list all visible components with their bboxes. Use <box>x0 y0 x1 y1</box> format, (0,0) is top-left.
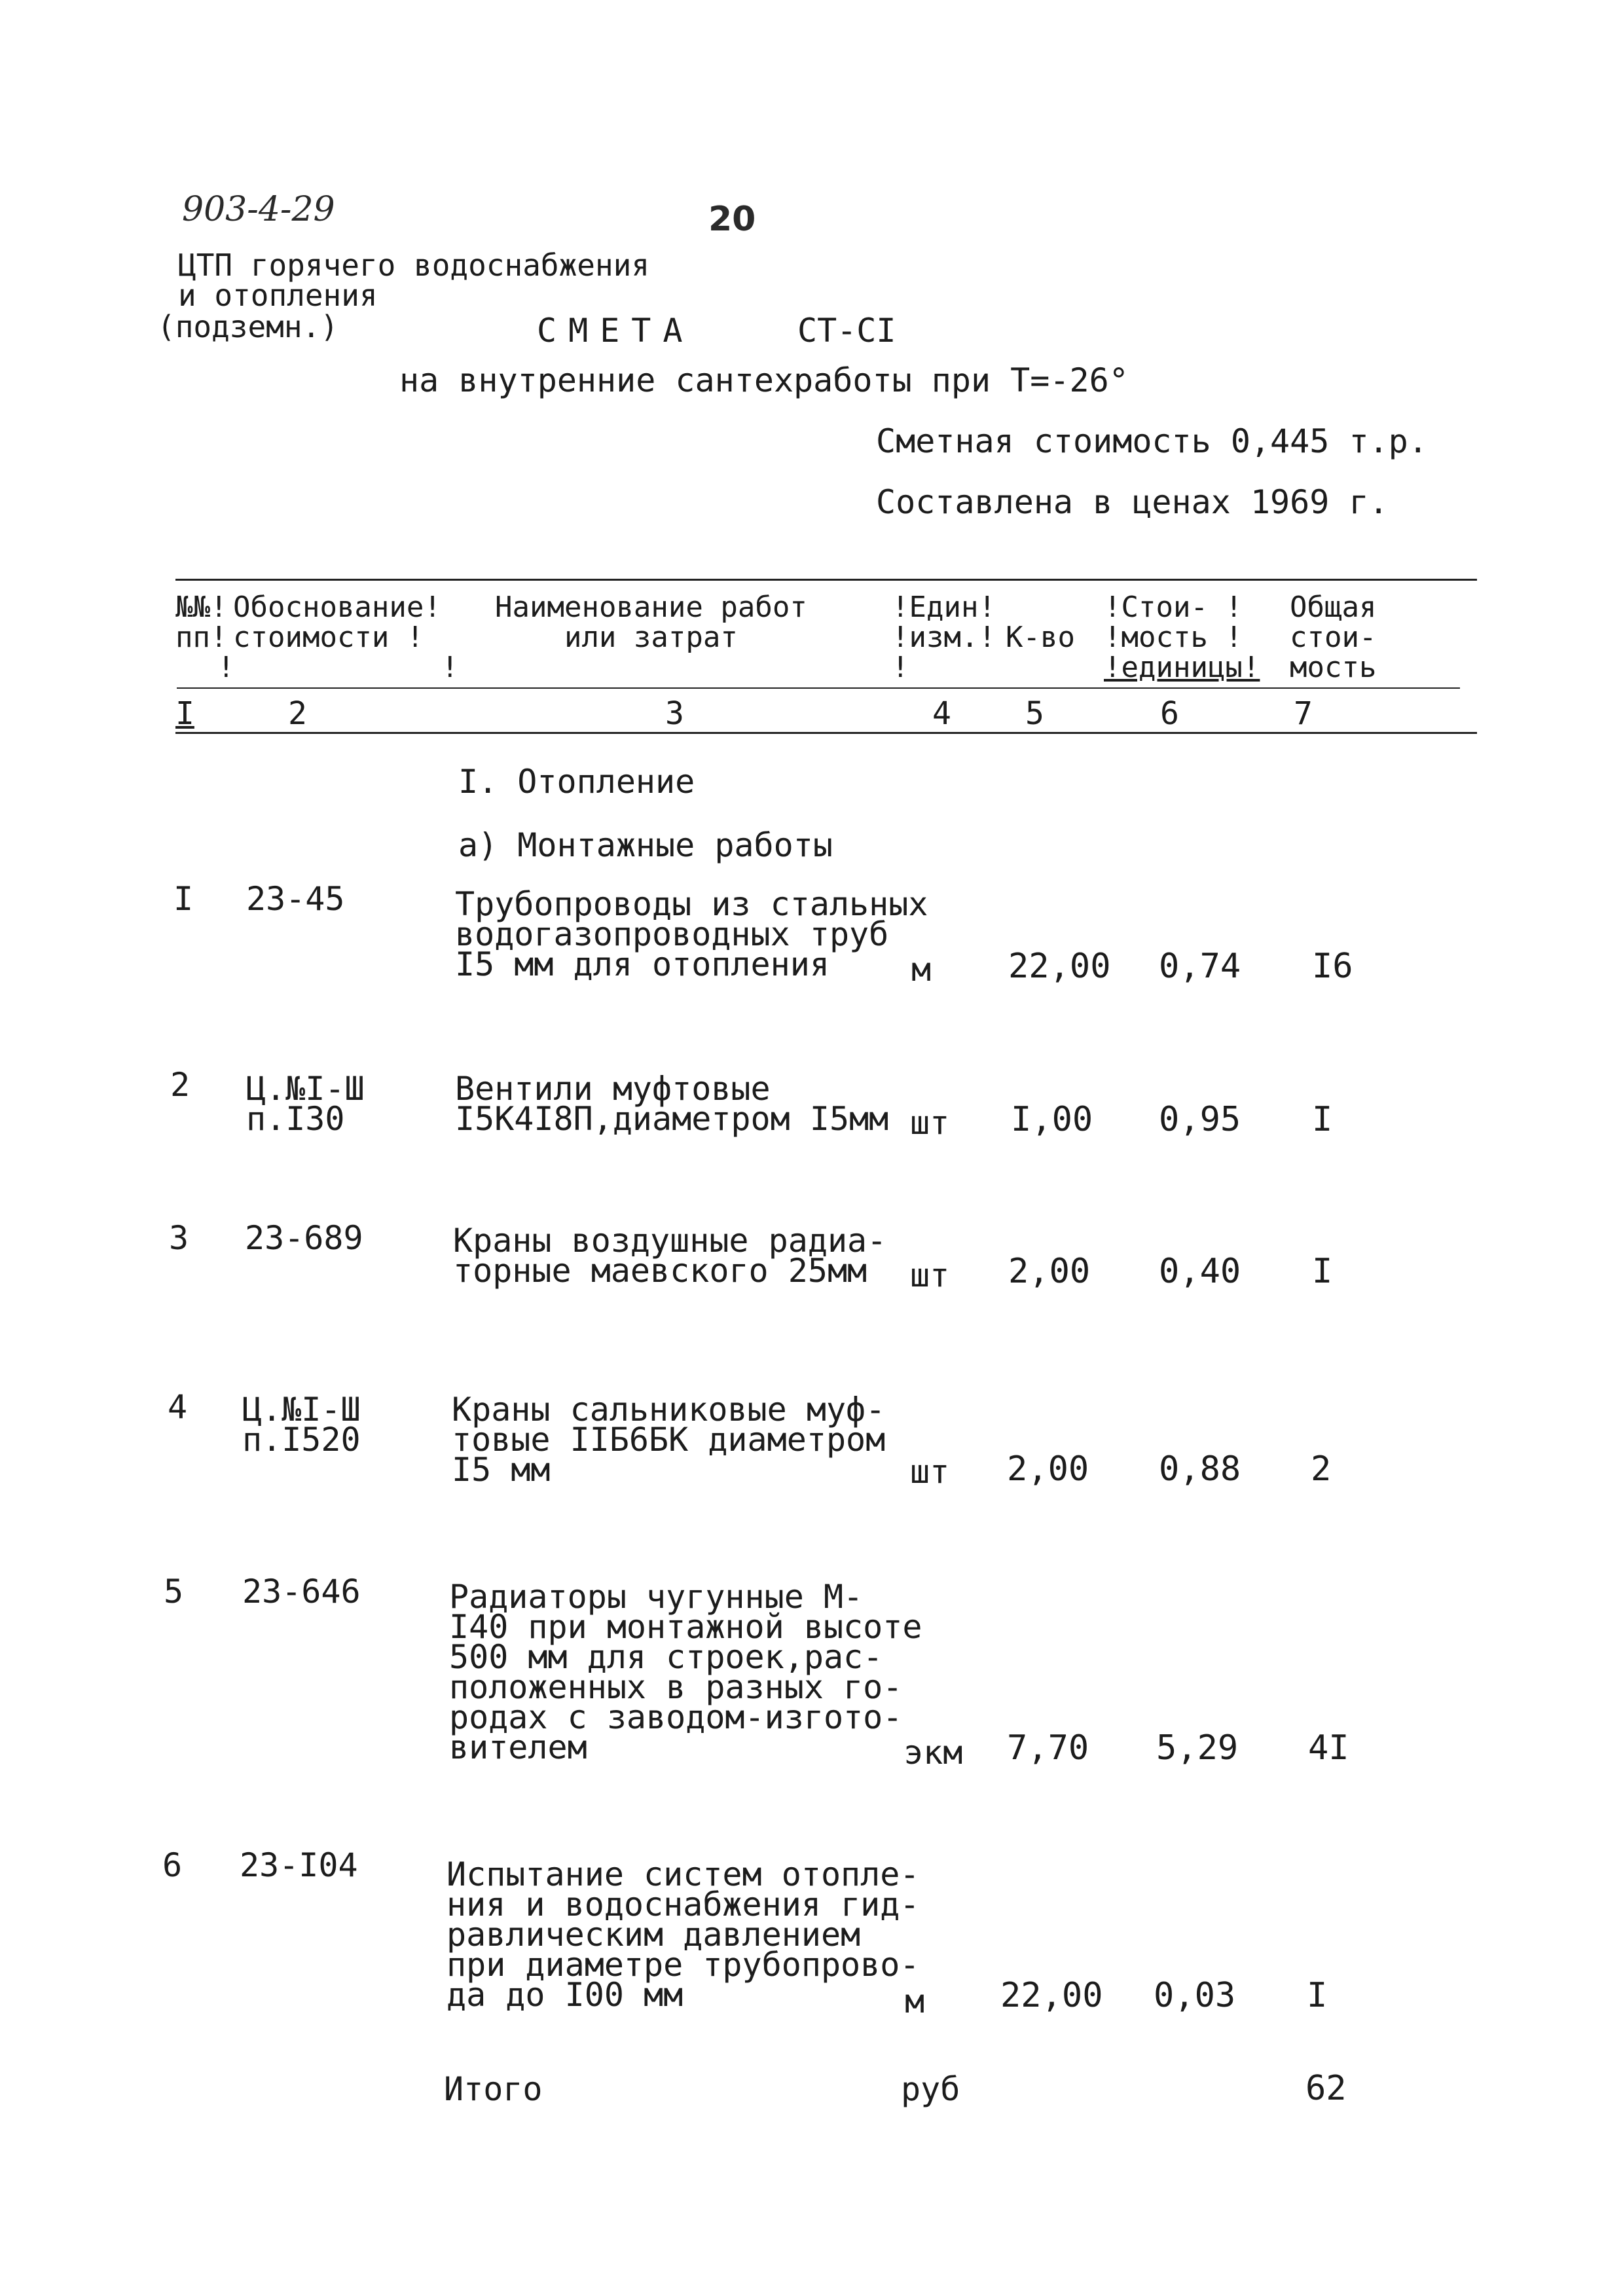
row-qty: I,00 <box>1011 1100 1093 1139</box>
row-unit: шт <box>910 1453 950 1491</box>
row-total: I <box>1312 1100 1333 1139</box>
column-number-5: 5 <box>1025 695 1044 732</box>
header-underline <box>177 687 1460 689</box>
estimate-code: СТ-СI <box>797 312 896 350</box>
table-top-rule <box>175 579 1477 581</box>
row-number: 2 <box>170 1066 191 1104</box>
row-unit-cost: 5,29 <box>1156 1728 1239 1768</box>
row-unit-cost: 0,95 <box>1159 1100 1241 1139</box>
column-number-6: 6 <box>1160 695 1179 732</box>
row-total: I <box>1312 1252 1333 1291</box>
row-name: Краны сальниковые муф- товые IIБ6БК диаметром I5 мм <box>452 1391 886 1489</box>
row-qty: 2,00 <box>1007 1449 1089 1489</box>
prices-year: Составлена в ценах 1969 г. <box>876 483 1389 521</box>
row-total: 4I <box>1308 1728 1349 1768</box>
row-qty: 22,00 <box>1000 1976 1103 2015</box>
header-col-3: Наименование работ или затрат <box>495 591 807 654</box>
page-number: 20 <box>708 200 756 239</box>
row-number: 3 <box>169 1219 189 1257</box>
row-total: 2 <box>1311 1449 1332 1489</box>
column-number-4: 4 <box>932 695 951 732</box>
estimate-cost: Сметная стоимость 0,445 т.р. <box>876 422 1428 460</box>
summary-total: 62 <box>1305 2069 1347 2108</box>
row-unit: шт <box>910 1256 950 1294</box>
section-heading: I. Отопление <box>458 763 695 801</box>
row-total: I <box>1307 1976 1328 2015</box>
row-unit: шт <box>910 1104 950 1142</box>
column-number-3: 3 <box>665 695 684 732</box>
row-qty: 7,70 <box>1007 1728 1089 1768</box>
row-unit-cost: 0,88 <box>1159 1449 1241 1489</box>
header-col-7: Общая стои- мость <box>1290 591 1377 684</box>
row-name: Краны воздушные радиа- торные маевского 25мм <box>453 1222 887 1290</box>
column-numbers-rule <box>175 732 1477 734</box>
row-total: I6 <box>1312 947 1353 986</box>
header-col-6: !Стои- ! !мость ! !единицы! <box>1104 591 1260 684</box>
header-col-4: !Един! !изм.! ! <box>892 591 996 684</box>
row-basis: 23-646 <box>242 1573 361 1611</box>
column-number-1: I <box>175 695 194 732</box>
row-unit: м <box>911 951 932 989</box>
row-basis: 23-I04 <box>240 1846 358 1884</box>
row-qty: 22,00 <box>1008 947 1111 986</box>
row-unit-cost: 0,74 <box>1159 947 1241 986</box>
estimate-subtitle: на внутренние сантехработы при Т=-26° <box>399 361 1129 399</box>
row-number: I <box>173 880 194 918</box>
estimate-title: СМЕТА <box>537 312 695 350</box>
row-name: Вентили муфтовые I5К4I8П,диаметром I5мм <box>455 1070 889 1138</box>
handwritten-doc-code: 903-4-29 <box>182 190 335 229</box>
row-name: Трубопроводы из стальных водогазопроводных труб I5 мм для отопления <box>455 885 928 983</box>
row-number: 5 <box>164 1573 184 1611</box>
row-unit: экм <box>903 1734 963 1772</box>
row-name: Испытание систем отопле- ния и водоснабжения гид- равлическим давлением при диаметре трубопрово- да до I00 мм <box>447 1855 920 2014</box>
header-col-5: К-во <box>1006 621 1075 654</box>
column-number-2: 2 <box>288 695 307 732</box>
object-line-3: (подземн.) <box>157 309 338 344</box>
row-unit-cost: 0,40 <box>1159 1252 1241 1291</box>
object-line-1: ЦТП горячего водоснабжения <box>178 247 650 283</box>
row-number: 6 <box>162 1846 183 1884</box>
row-unit: м <box>905 1982 925 2020</box>
row-name: Радиаторы чугунные М- I40 при монтажной высоте 500 мм для строек,рас- положенных в разных го- родах с заводом-изгото- вителем <box>449 1578 922 1766</box>
header-col-2: Обоснование! стоимости ! ! <box>233 591 459 684</box>
header-col-1: №№! пп! ! <box>175 591 235 684</box>
row-basis: Ц.№I-Ш п.I30 <box>246 1070 365 1138</box>
summary-unit: руб <box>901 2070 960 2108</box>
row-basis: 23-45 <box>246 880 345 918</box>
row-basis: 23-689 <box>245 1219 363 1257</box>
row-number: 4 <box>168 1388 188 1426</box>
object-line-2: и отопления <box>178 278 378 313</box>
row-basis: Ц.№I-Ш п.I520 <box>242 1391 361 1459</box>
subsection-heading: а) Монтажные работы <box>458 826 833 864</box>
summary-label: Итого <box>444 2070 543 2108</box>
column-number-7: 7 <box>1294 695 1313 732</box>
row-unit-cost: 0,03 <box>1154 1976 1236 2015</box>
row-qty: 2,00 <box>1008 1252 1091 1291</box>
